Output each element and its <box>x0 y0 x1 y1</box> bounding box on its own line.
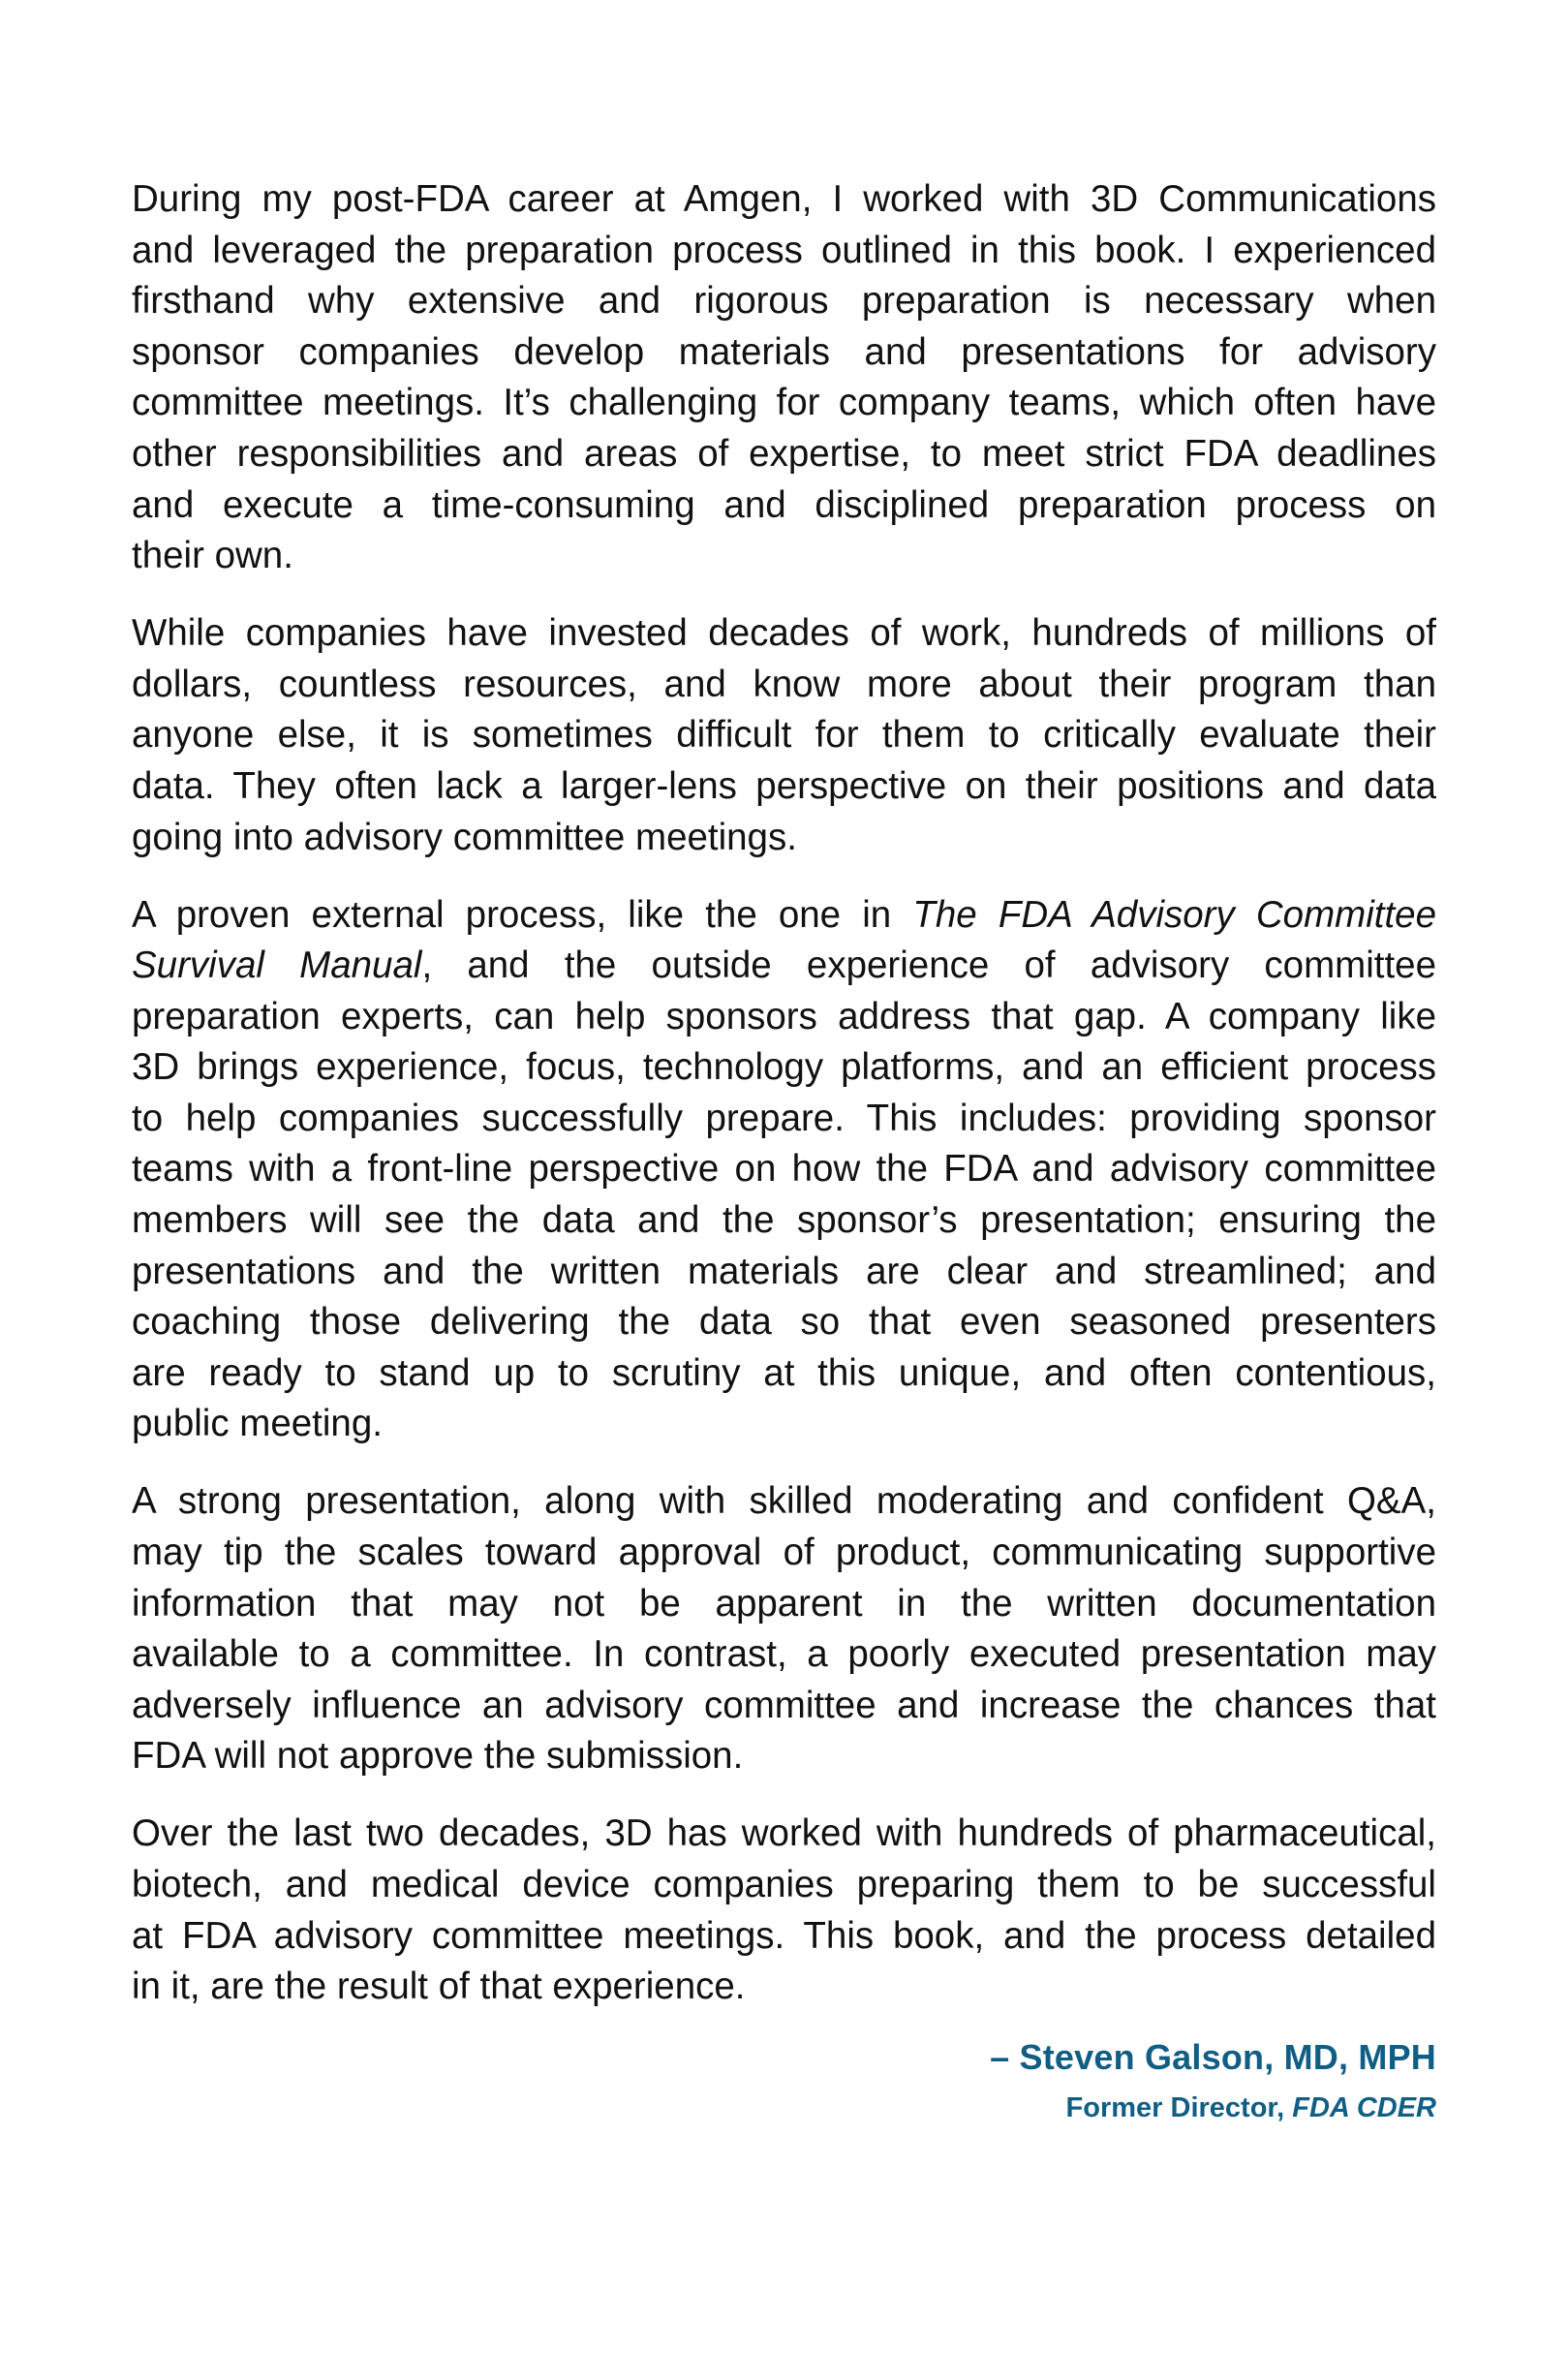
text-line <box>132 1860 1436 1911</box>
document-body <box>132 174 1436 2039</box>
text-line <box>132 1681 1436 1732</box>
text-line <box>132 1809 1436 1860</box>
paragraph <box>132 174 1436 582</box>
text-segment: dollars, countless resources, and know more about their program than <box>132 663 1436 705</box>
text-line <box>132 1962 1436 2013</box>
text-line <box>132 429 1436 480</box>
text-line <box>132 710 1436 761</box>
text-line <box>132 890 1436 942</box>
text-segment: other responsibilities and areas of expertise, to meet strict FDA deadlines <box>132 432 1436 475</box>
text-segment: to help companies successfully prepare. This includes: providing sponsor <box>132 1097 1436 1139</box>
text-line <box>132 1528 1436 1579</box>
text-line <box>132 378 1436 429</box>
text-line <box>132 660 1436 711</box>
text-line <box>132 761 1436 813</box>
text-segment: in it, are the result of that experience. <box>132 1966 746 2008</box>
signature-title-org: FDA CDER <box>1292 2092 1436 2123</box>
paragraph <box>132 890 1436 1451</box>
text-segment: While companies have invested decades of work, hundreds of millions of <box>132 612 1436 655</box>
text-segment: coaching those delivering the data so that even seasoned presenters <box>132 1301 1436 1344</box>
text-segment: public meeting. <box>132 1403 383 1445</box>
text-segment: information that may not be apparent in the written documentation <box>132 1582 1436 1625</box>
text-line <box>132 1731 1436 1782</box>
text-segment: may tip the scales toward approval of product, communicating supportive <box>132 1532 1436 1574</box>
text-line <box>132 1399 1436 1450</box>
text-line <box>132 1348 1436 1400</box>
text-line <box>132 174 1436 226</box>
text-line <box>132 1094 1436 1145</box>
text-segment: During my post-FDA career at Amgen, I worked with 3D Communications <box>132 178 1436 220</box>
text-line <box>132 1247 1436 1298</box>
text-segment: Over the last two decades, 3D has worked with hundreds of pharmaceutical, <box>132 1812 1436 1855</box>
text-segment: are ready to stand up to scrutiny at this unique, and often contentious, <box>132 1351 1436 1394</box>
text-segment: teams with a front-line perspective on how the FDA and advisory committee <box>132 1148 1436 1191</box>
text-segment: A strong presentation, along with skilled moderating and confident Q&A, <box>132 1480 1436 1523</box>
text-segment: 3D brings experience, focus, technology platforms, and an efficient process <box>132 1046 1436 1089</box>
text-segment: adversely influence an advisory committee and increase the chances that <box>132 1684 1436 1726</box>
signature-title-prefix: Former Director, <box>1065 2092 1293 2123</box>
text-line <box>132 327 1436 379</box>
text-segment: FDA will not approve the submission. <box>132 1735 744 1778</box>
text-segment: A proven external process, like the one in <box>132 893 913 936</box>
signature-title <box>990 2083 1436 2133</box>
text-segment: and leveraged the preparation process outlined in this book. I experienced <box>132 229 1436 271</box>
text-line <box>132 1144 1436 1195</box>
text-segment: and execute a time-consuming and disciplined preparation process on <box>132 483 1436 526</box>
text-line <box>132 1042 1436 1094</box>
text-segment: anyone else, it is sometimes difficult for them to critically evaluate their <box>132 714 1436 757</box>
text-segment: their own. <box>132 535 293 577</box>
text-segment: going into advisory committee meetings. <box>132 816 797 858</box>
text-line <box>132 1579 1436 1630</box>
text-line <box>132 1476 1436 1528</box>
italic-book-title: The FDA Advisory Committee <box>912 893 1436 936</box>
text-line <box>132 1911 1436 1963</box>
text-line <box>132 1297 1436 1348</box>
text-line <box>132 276 1436 327</box>
text-segment: at FDA advisory committee meetings. This book, and the process detailed <box>132 1914 1436 1957</box>
text-segment: sponsor companies develop materials and presentations for advisory <box>132 330 1436 373</box>
text-line <box>132 992 1436 1043</box>
text-segment: presentations and the written materials are clear and streamlined; and <box>132 1250 1436 1292</box>
paragraph <box>132 1476 1436 1782</box>
signature-block <box>990 2032 1436 2133</box>
text-line <box>132 480 1436 532</box>
text-line <box>132 226 1436 277</box>
text-line <box>132 1629 1436 1681</box>
text-line <box>132 813 1436 864</box>
text-line <box>132 941 1436 992</box>
text-segment: committee meetings. It’s challenging for company teams, which often have <box>132 382 1436 424</box>
text-line <box>132 608 1436 660</box>
text-line <box>132 1195 1436 1247</box>
text-segment: available to a committee. In contrast, a poorly executed presentation may <box>132 1633 1436 1676</box>
text-segment: biotech, and medical device companies preparing them to be successful <box>132 1863 1436 1905</box>
paragraph <box>132 1809 1436 2012</box>
text-segment: , and the outside experience of advisory committee <box>421 944 1436 987</box>
signature-name: – Steven Galson, MD, MPH <box>990 2037 1436 2077</box>
text-line <box>132 531 1436 582</box>
text-segment: firsthand why extensive and rigorous preparation is necessary when <box>132 280 1436 323</box>
italic-book-title: Survival Manual <box>132 944 422 987</box>
paragraph <box>132 608 1436 863</box>
text-segment: members will see the data and the sponsor’s presentation; ensuring the <box>132 1199 1436 1242</box>
text-segment: data. They often lack a larger-lens perspective on their positions and data <box>132 764 1436 807</box>
text-segment: preparation experts, can help sponsors address that gap. A company like <box>132 995 1436 1037</box>
